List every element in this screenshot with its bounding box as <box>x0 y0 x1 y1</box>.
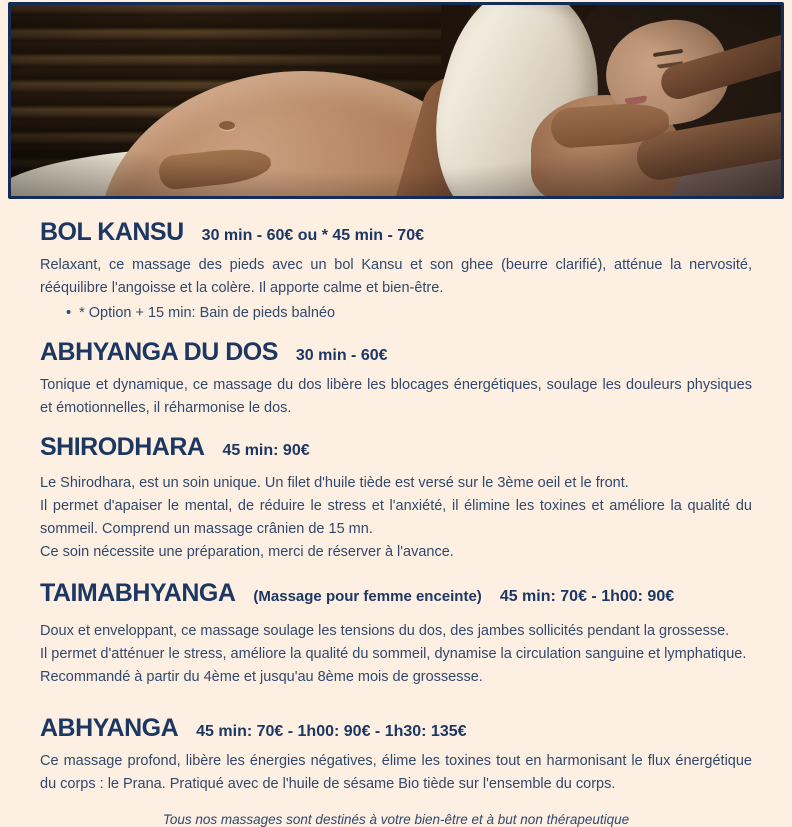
hero-photo <box>8 2 784 199</box>
bullet-icon: • <box>66 305 72 321</box>
section-header <box>40 337 752 367</box>
section-title: ABHYANGA <box>40 714 179 742</box>
section-price: 45 min: 70€ - 1h00: 90€ <box>499 588 675 605</box>
section-price: 30 min - 60€ ou * 45 min - 70€ <box>201 227 424 244</box>
section-header <box>40 713 752 743</box>
section-header <box>40 217 752 247</box>
section-bol-kansu <box>40 217 752 325</box>
section-title: ABHYANGA DU DOS <box>40 338 278 366</box>
section-paragraph: Ce massage profond, libère les énergies négatives, élime les toxines tout en harmonisant le flux énergétique du corps : le Prana. Pratiqué avec de l'huile de sésame Bio tiède sur l'ensemble du corps. <box>40 753 752 792</box>
section-body <box>40 472 752 564</box>
photo-vignette <box>11 5 781 196</box>
section-paragraph: Tonique et dynamique, ce massage du dos libère les blocages énergétiques, soulage les douleurs physiques et émotionnelles, il réharmonise le dos. <box>40 377 752 416</box>
section-body <box>40 254 752 300</box>
section-paragraph: Le Shirodhara, est un soin unique. Un filet d'huile tiède est versé sur le 3ème oeil et le front. <box>40 475 629 491</box>
section-abhyanga-du-dos <box>40 337 752 420</box>
section-price: 45 min: 70€ - 1h00: 90€ - 1h30: 135€ <box>196 723 467 740</box>
section-paragraph: Il permet d'apaiser le mental, de réduire le stress et l'anxiété, il élimine les toxines et améliore la qualité du sommeil. Comprend un massage crânien de 15 mn. <box>40 498 752 537</box>
option-line <box>40 302 752 325</box>
section-shirodhara <box>40 432 752 564</box>
section-paragraph: Il permet d'atténuer le stress, améliore la qualité du sommeil, dynamise la circulation sanguine et lymphatique. <box>40 646 747 662</box>
section-title: TAIMABHYANGA <box>40 579 236 607</box>
massage-menu <box>0 217 792 827</box>
section-title: BOL KANSU <box>40 218 184 246</box>
section-paragraph: Ce soin nécessite une préparation, merci de réserver à l'avance. <box>40 544 454 560</box>
section-taimabhyanga <box>40 578 752 689</box>
section-paragraph: Doux et enveloppant, ce massage soulage les tensions du dos, des jambes sollicités pendant la grossesse. <box>40 623 730 639</box>
section-price: 30 min - 60€ <box>295 347 388 364</box>
section-subtitle: (Massage pour femme enceinte) <box>253 588 482 605</box>
section-body <box>40 374 752 420</box>
disclaimer-note: Tous nos massages sont destinés à votre bien-être et à but non thérapeutique <box>162 812 630 827</box>
section-paragraph: Relaxant, ce massage des pieds avec un bol Kansu et son ghee (beurre clarifié), atténue la nervosité, rééquilibre l'angoisse et la colère. Il apporte calme et bien-être. <box>40 257 752 296</box>
section-paragraph: Recommandé à partir du 4ème et jusqu'au 8ème mois de grossesse. <box>40 669 483 685</box>
option-text: * Option + 15 min: Bain de pieds balnéo <box>79 305 336 321</box>
section-header <box>40 578 752 608</box>
section-abhyanga <box>40 713 752 796</box>
section-title: SHIRODHARA <box>40 433 205 461</box>
section-body <box>40 620 752 689</box>
section-body <box>40 750 752 796</box>
section-header <box>40 432 752 462</box>
section-price: 45 min: 90€ <box>222 442 310 459</box>
